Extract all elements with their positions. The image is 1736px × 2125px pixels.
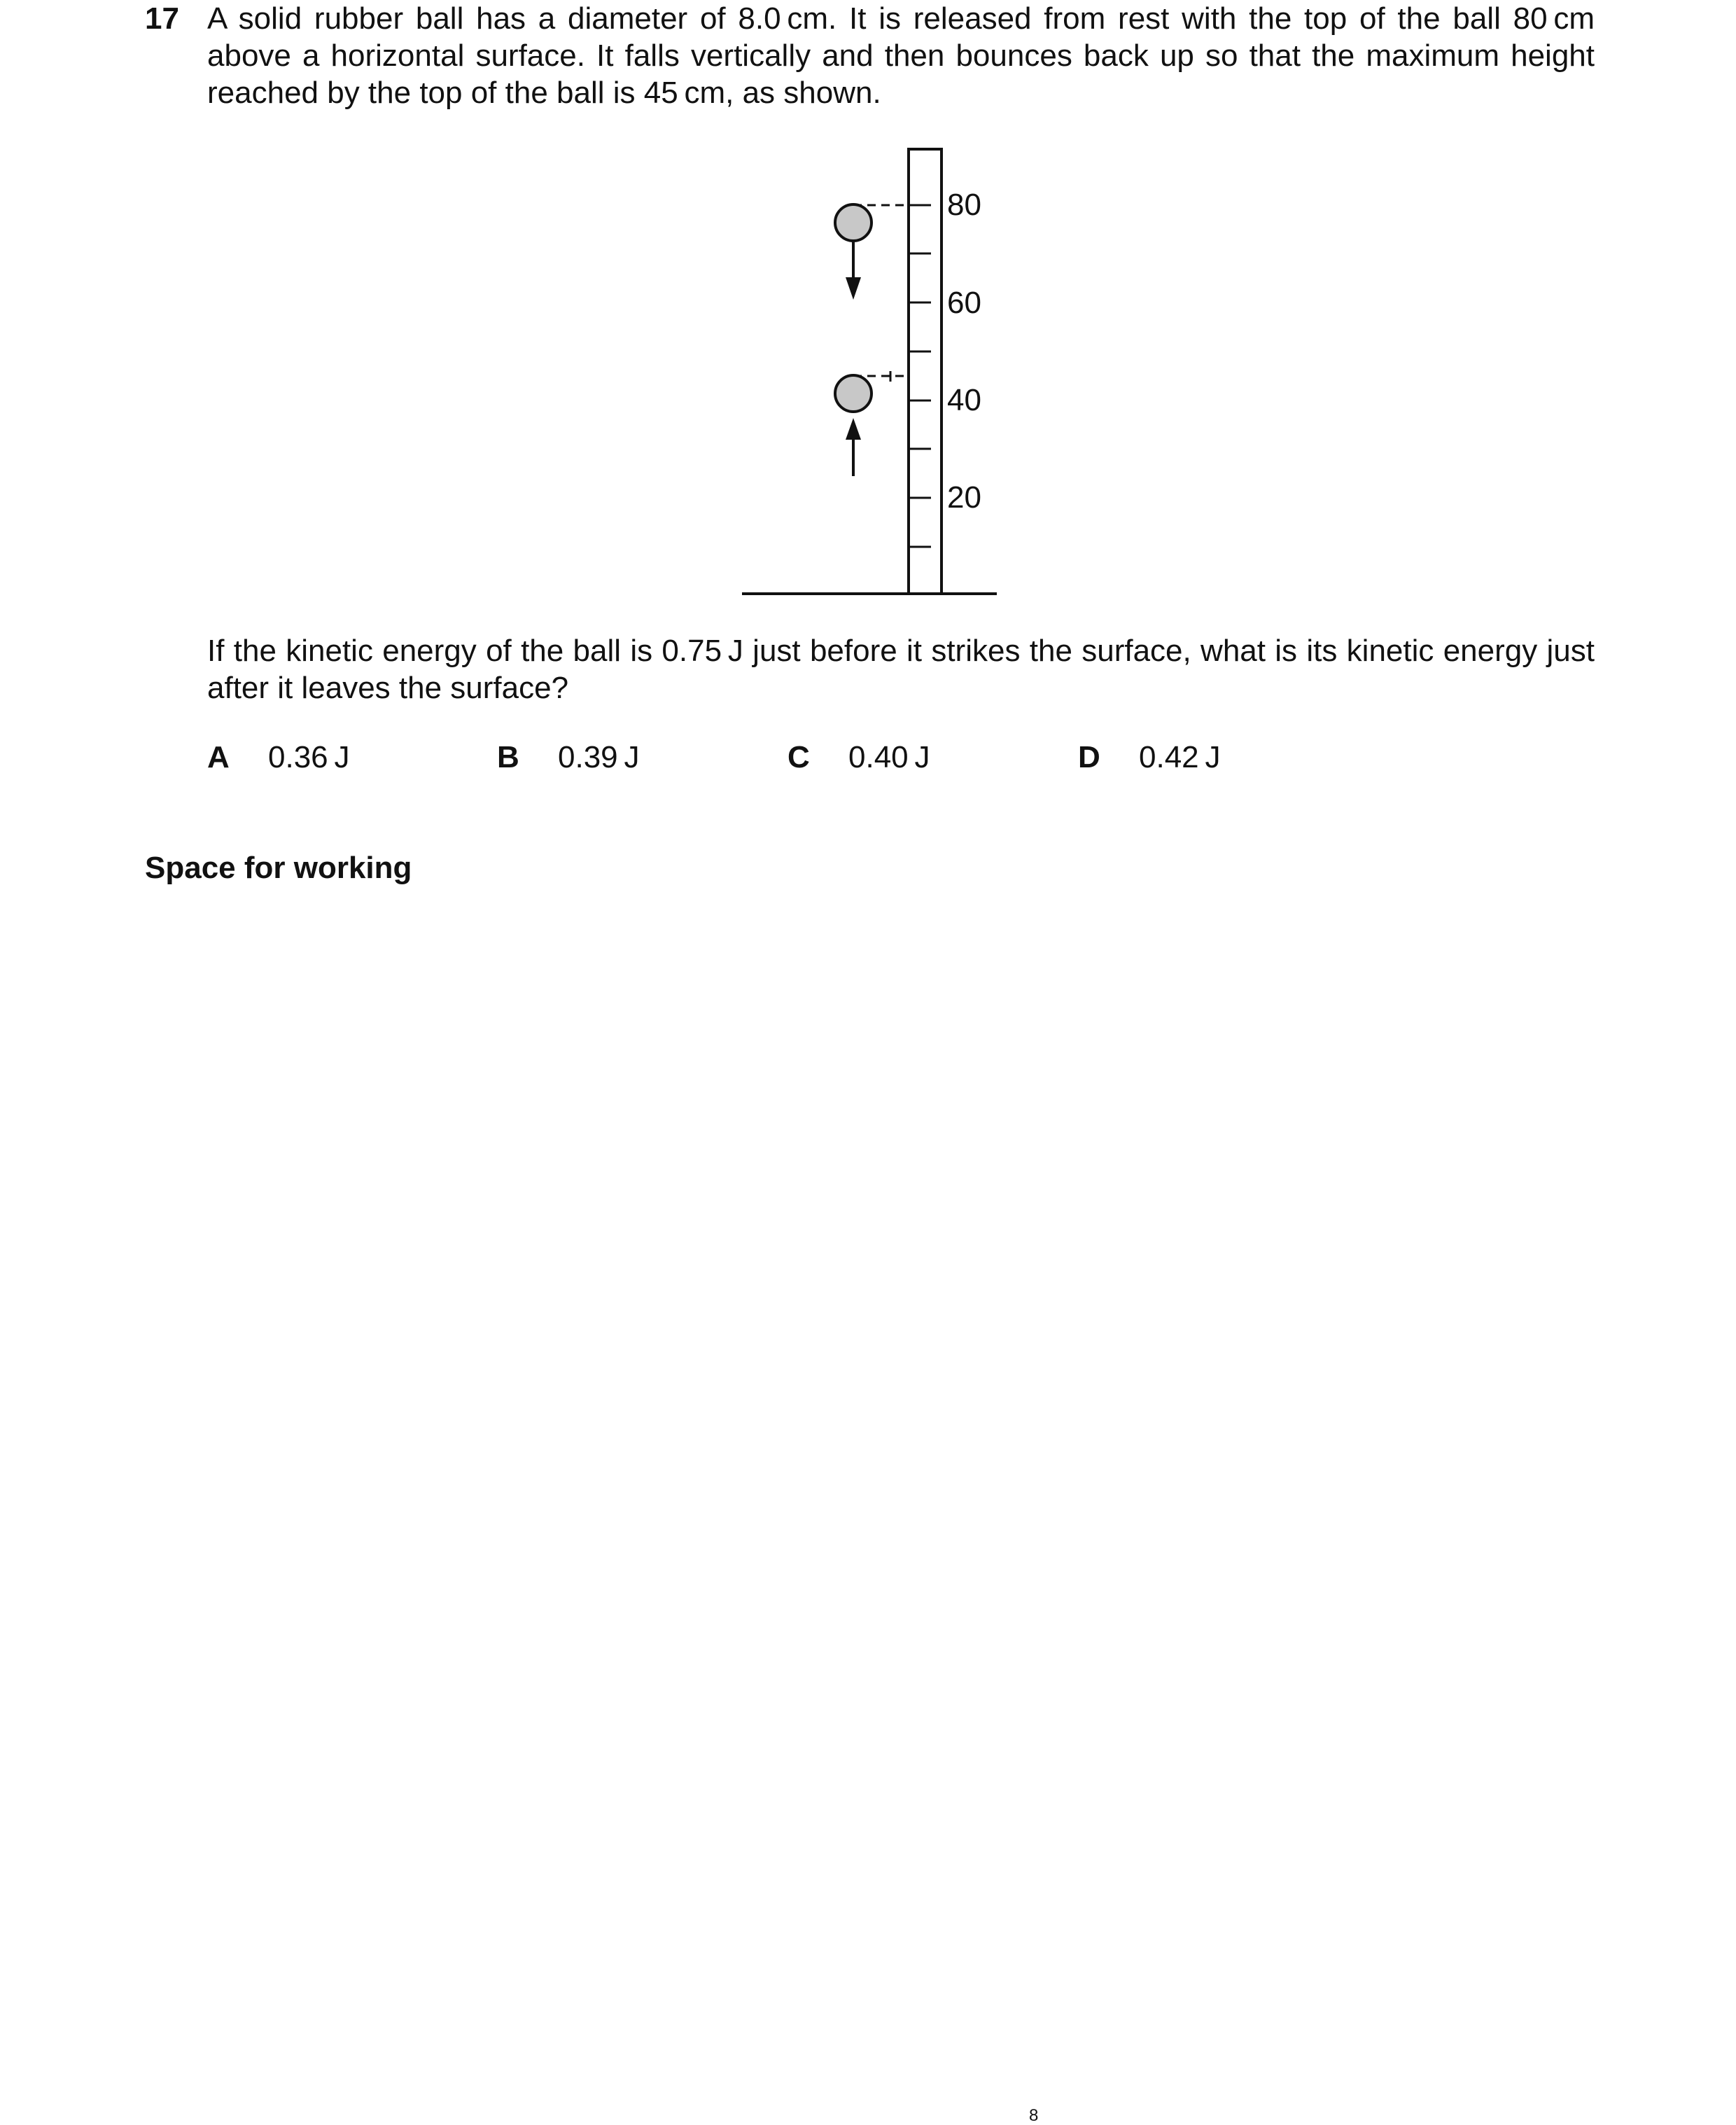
- rebounding-ball: [835, 375, 872, 412]
- scale-label-60: 60: [947, 286, 981, 320]
- measuring-rule: [909, 149, 941, 594]
- option-letter: C: [788, 740, 810, 774]
- bounce-diagram: [0, 0, 1736, 630]
- option-letter: B: [497, 740, 519, 774]
- option-text: 0.39 J: [558, 740, 640, 774]
- option-letter: D: [1078, 740, 1100, 774]
- option-letter: A: [207, 740, 230, 774]
- option-c[interactable]: [788, 739, 930, 776]
- option-text: 0.42 J: [1139, 740, 1221, 774]
- question-followup: If the kinetic energy of the ball is 0.75 J just before it strikes the surface, what is its kinetic energy just after it leaves the surface?: [207, 634, 1595, 705]
- option-text: 0.36 J: [268, 740, 350, 774]
- falling-ball: [835, 204, 872, 241]
- scale-label-40: 40: [947, 383, 981, 417]
- option-a[interactable]: [207, 739, 349, 776]
- option-d[interactable]: [1078, 739, 1220, 776]
- page-number: 8: [1029, 2106, 1039, 2125]
- question-stem: A solid rubber ball has a diameter of 8.0 cm. It is released from rest with the top of the ball 80 cm above a horizontal surface. It falls vertically and then bounces back up so that the maximum height reached by the top of the ball is 45 cm, as shown.: [207, 1, 1595, 110]
- working-space-label: Space for working: [145, 851, 412, 885]
- option-b[interactable]: [497, 739, 639, 776]
- scale-label-20: 20: [947, 480, 981, 515]
- scale-label-80: 80: [947, 188, 981, 222]
- question-number: 17: [145, 1, 179, 36]
- option-text: 0.40 J: [848, 740, 930, 774]
